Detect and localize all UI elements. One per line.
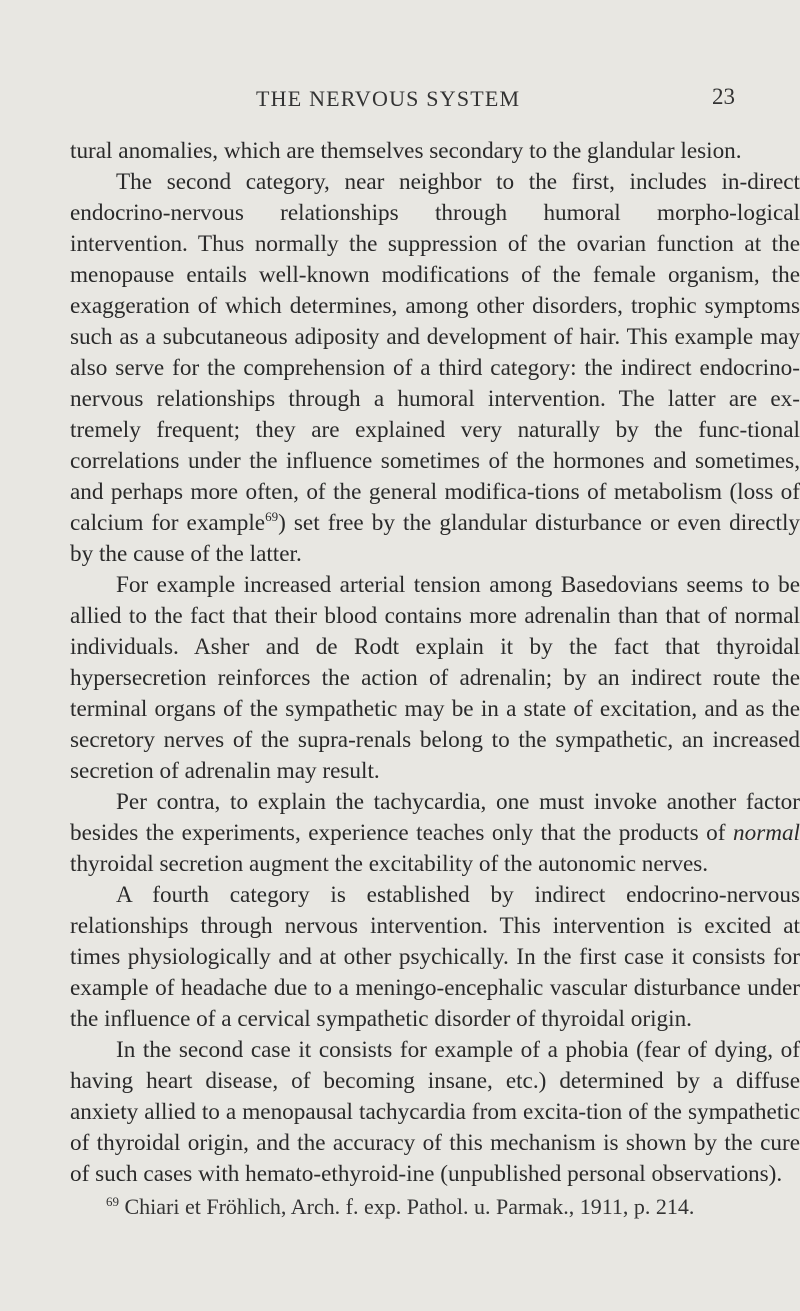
paragraph-second-case: In the second case it consists for example of a phobia (fear of dying, of having heart disease, of becoming insane, etc.) determined by a diffuse anxiety allied to a menopausal tachycardia from excita-tion of the sympathetic of thyroidal origin, and the accuracy of this mechanism is shown by the cure of such cases with hemato-ethyroid-ine (unpublished personal observations). [70, 1037, 800, 1187]
paragraph-continuation: tural anomalies, which are themselves secondary to the glandular lesion. [70, 138, 742, 164]
running-title: THE NERVOUS SYSTEM [256, 86, 521, 111]
footnote [106, 1193, 786, 1221]
body-text [70, 136, 800, 1190]
running-head [0, 86, 800, 122]
footnote-marker: 69 [106, 1194, 119, 1209]
footnote-reference[interactable]: 69 [265, 509, 279, 524]
paragraph-text: Per contra, to explain the tachycardia, one must invoke another factor besides the experiments, experience teaches only that the products of [70, 789, 800, 846]
paragraph-fourth-category: A fourth category is established by indirect endocrino-nervous relationships through nervous intervention. This intervention is excited at times physiologically and at other psychically. In the first case it consists for example of headache due to a meningo-encephalic vascular disturbance under the influence of a cervical sympathetic disorder of thyroidal origin. [70, 882, 800, 1032]
page-number: 23 [712, 84, 735, 109]
paragraph-tachycardia [70, 787, 800, 880]
paragraph-text: The second category, near neighbor to the first, includes in-direct endocrino-nervous relationships through humoral morpho-logical intervention. Thus normally the suppression of the ovarian function at the menopause entails well-known modifications of the female organism, the exaggeration of which determines, among other disorders, trophic symptoms such as a subcutaneous adiposity and development of hair. This example may also serve for the comprehension of a third category: the indirect endocrino-nervous relationships through a humoral intervention. The latter are ex-tremely frequent; they are explained very naturally by the func-tional correlations under the influence sometimes of the hormones and sometimes, and perhaps more often, of the general modifica-tions of metabolism (loss of calcium for example [70, 169, 800, 536]
paragraph-text: ) set free by the glandular disturbance or even directly by the cause of the latter. [70, 510, 800, 567]
footnote-text: Chiari et Fröhlich, Arch. f. exp. Pathol. u. Parmak., 1911, p. 214. [119, 1194, 695, 1219]
paragraph-text: thyroidal secretion augment the excitability of the autonomic nerves. [70, 851, 709, 877]
paragraph-second-category [70, 167, 800, 570]
emphasis-normal: normal [733, 820, 800, 846]
paragraph-arterial-tension: For example increased arterial tension among Basedovians seems to be allied to the fact that their blood contains more adrenalin than that of normal individuals. Asher and de Rodt explain it by the fact that thyroidal hypersecretion reinforces the action of adrenalin; by an indirect route the terminal organs of the sympathetic may be in a state of excitation, and as the secretory nerves of the supra-renals belong to the sympathetic, an increased secretion of adrenalin may result. [70, 572, 800, 784]
